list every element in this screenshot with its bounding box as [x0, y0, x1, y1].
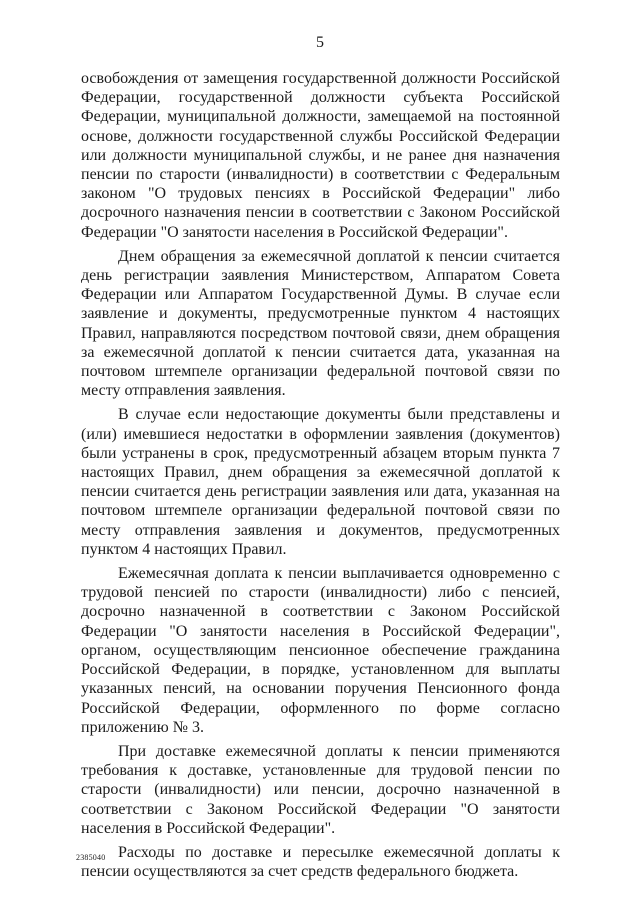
paragraph-application-date: Днем обращения за ежемесячной доплатой к пенсии считается день регистрации заявления Министерством, Аппаратом Совета Федерации или Аппаратом Государственной Думы. В случае если заявление и документы, предусмотренные пунктом 4 настоящих Правил, направляются посредством почтовой связи, днем обращения за ежемесячной доплатой к пенсии считается дата, указанная на почтовом штемпеле организации федеральной почтовой связи по месту отправления заявления. — [81, 247, 560, 400]
paragraph-expenses: Расходы по доставке и пересылке ежемесячной доплаты к пенсии осуществляются за счет средств федерального бюджета. — [81, 843, 560, 881]
paragraph-payment: Ежемесячная доплата к пенсии выплачивается одновременно с трудовой пенсией по старости (инвалидности) либо с пенсией, досрочно назначенной в соответствии с Законом Российской Федерации "О занятости населения в Российской Федерации", органом, осуществляющим пенсионное обеспечение гражданина Российской Федерации, в порядке, установленном для выплаты указанных пенсий, на основании поручения Пенсионного фонда Российской Федерации, оформленного по форме согласно приложению № 3. — [81, 565, 560, 736]
paragraph-delivery: При доставке ежемесячной доплаты к пенсии применяются требования к доставке, установленные для трудовой пенсии по старости (инвалидности) или пенсии, досрочно назначенной в соответствии с Законом Российской Федерации "О занятости населения в Российской Федерации". — [81, 742, 560, 837]
paragraph-missing-documents: В случае если недостающие документы были представлены и (или) имевшиеся недостатки в оформлении заявления (документов) были устранены в срок, предусмотренный абзацем вторым пункта 7 настоящих Правил, днем обращения за ежемесячной доплатой к пенсии считается день регистрации заявления или дата, указанная на почтовом штемпеле организации федеральной почтовой связи по месту отправления заявления и документов, предусмотренных пунктом 4 настоящих Правил. — [81, 406, 560, 558]
page-number: 5 — [316, 34, 324, 51]
document-code: 2385040 — [76, 853, 106, 862]
paragraph-continued: освобождения от замещения государственной должности Российской Федерации, государственной должности субъекта Российской Федерации, муниципальной должности, замещаемой на постоянной основе, должности государственной службы Российской Федерации или должности муниципальной службы, и не ранее дня назначения пенсии по старости (инвалидности) в соответствии с Федеральным законом "О трудовых пенсиях в Российской Федерации" либо досрочного назначения пенсии в соответствии с Законом Российской Федерации "О занятости населения в Российской Федерации". — [81, 70, 560, 241]
document-body — [81, 69, 560, 886]
